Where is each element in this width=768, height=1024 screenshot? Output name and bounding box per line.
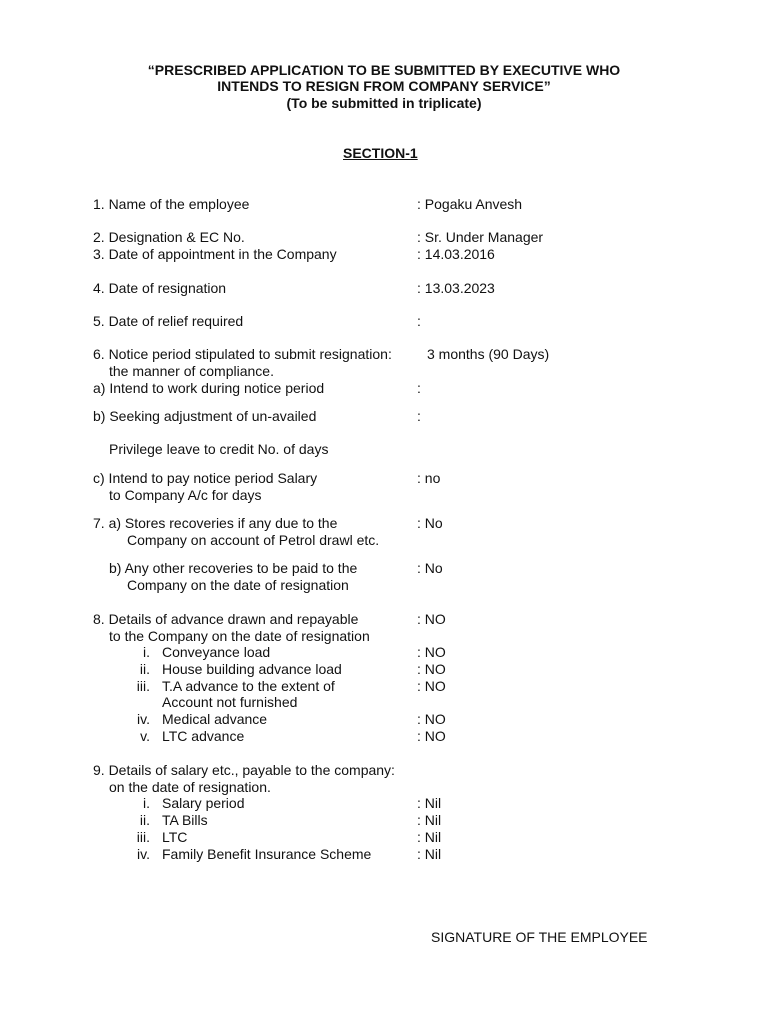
- advance-sub-value: : NO: [417, 728, 446, 744]
- salary-sub-value: : Nil: [417, 795, 442, 811]
- salary-sub-label: Family Benefit Insurance Scheme: [162, 846, 372, 862]
- salary-sub-label: Salary period: [162, 795, 245, 811]
- resignation-value: : 13.03.2023: [417, 280, 495, 296]
- salary-sub-num: ii.: [139, 812, 150, 828]
- stores-recovery-label: 7. a) Stores recoveries if any due to the: [93, 515, 338, 531]
- advance-sub-value: : NO: [417, 644, 446, 660]
- leave-adjust-label: b) Seeking adjustment of un-availed: [93, 408, 317, 424]
- stores-recovery-value: : No: [417, 515, 443, 531]
- pay-notice-value: : no: [417, 470, 441, 486]
- notice-label-2: the manner of compliance.: [109, 363, 274, 379]
- salary-sub-label: LTC: [162, 829, 188, 845]
- salary-label-2: on the date of resignation.: [109, 779, 271, 795]
- work-notice-label: a) Intend to work during notice period: [93, 380, 325, 396]
- salary-sub-value: : Nil: [417, 829, 442, 845]
- advance-sub-value: : NO: [417, 661, 446, 677]
- advance-sub-label: Medical advance: [162, 711, 268, 727]
- advance-label-2: to the Company on the date of resignation: [109, 628, 370, 644]
- title-line-3: (To be submitted in triplicate): [286, 95, 482, 111]
- stores-recovery-label-2: Company on account of Petrol drawl etc.: [127, 532, 380, 548]
- advance-sub-label-2: Account not furnished: [162, 694, 298, 710]
- advance-sub-label: House building advance load: [162, 661, 342, 677]
- advance-sub-value: : NO: [417, 678, 446, 694]
- resignation-label: 4. Date of resignation: [93, 280, 227, 296]
- title-line-2: INTENDS TO RESIGN FROM COMPANY SERVICE”: [217, 78, 551, 94]
- advance-sub-value: : NO: [417, 711, 446, 727]
- title-line-1: “PRESCRIBED APPLICATION TO BE SUBMITTED BY EXECUTIVE WHO: [147, 62, 621, 78]
- section-title: SECTION-1: [343, 145, 418, 161]
- other-recovery-label-2: Company on the date of resignation: [127, 577, 349, 593]
- salary-sub-value: : Nil: [417, 846, 442, 862]
- salary-label: 9. Details of salary etc., payable to the company:: [93, 762, 395, 778]
- advance-sub-num: ii.: [139, 661, 150, 677]
- appointment-label: 3. Date of appointment in the Company: [93, 246, 337, 262]
- designation-label: 2. Designation & EC No.: [93, 229, 245, 245]
- name-label: 1. Name of the employee: [93, 196, 250, 212]
- advance-sub-num: iv.: [137, 711, 150, 727]
- salary-sub-num: iii.: [136, 829, 150, 845]
- appointment-value: : 14.03.2016: [417, 246, 495, 262]
- signature-label: SIGNATURE OF THE EMPLOYEE: [431, 929, 648, 945]
- relief-value: :: [417, 313, 421, 329]
- advance-sub-num: i.: [143, 644, 150, 660]
- other-recovery-label: b) Any other recoveries to be paid to the: [109, 560, 358, 576]
- work-notice-value: :: [417, 380, 421, 396]
- salary-sub-num: i.: [143, 795, 150, 811]
- salary-sub-label: TA Bills: [162, 812, 208, 828]
- leave-adjust-label-2: Privilege leave to credit No. of days: [109, 441, 329, 457]
- advance-label: 8. Details of advance drawn and repayable: [93, 611, 359, 627]
- pay-notice-label-2: to Company A/c for days: [109, 487, 262, 503]
- other-recovery-value: : No: [417, 560, 443, 576]
- designation-value: : Sr. Under Manager: [417, 229, 544, 245]
- salary-sub-value: : Nil: [417, 812, 442, 828]
- notice-value: 3 months (90 Days): [427, 346, 550, 362]
- leave-adjust-value: :: [417, 408, 421, 424]
- advance-sub-num: v.: [140, 728, 150, 744]
- name-value: : Pogaku Anvesh: [417, 196, 523, 212]
- notice-label: 6. Notice period stipulated to submit resignation:: [93, 346, 392, 362]
- advance-sub-label: Conveyance load: [162, 644, 271, 660]
- advance-sub-label: T.A advance to the extent of: [162, 678, 335, 694]
- pay-notice-label: c) Intend to pay notice period Salary: [93, 470, 318, 486]
- advance-sub-label: LTC advance: [162, 728, 245, 744]
- relief-label: 5. Date of relief required: [93, 313, 244, 329]
- advance-sub-num: iii.: [136, 678, 150, 694]
- salary-sub-num: iv.: [137, 846, 150, 862]
- advance-value: : NO: [417, 611, 446, 627]
